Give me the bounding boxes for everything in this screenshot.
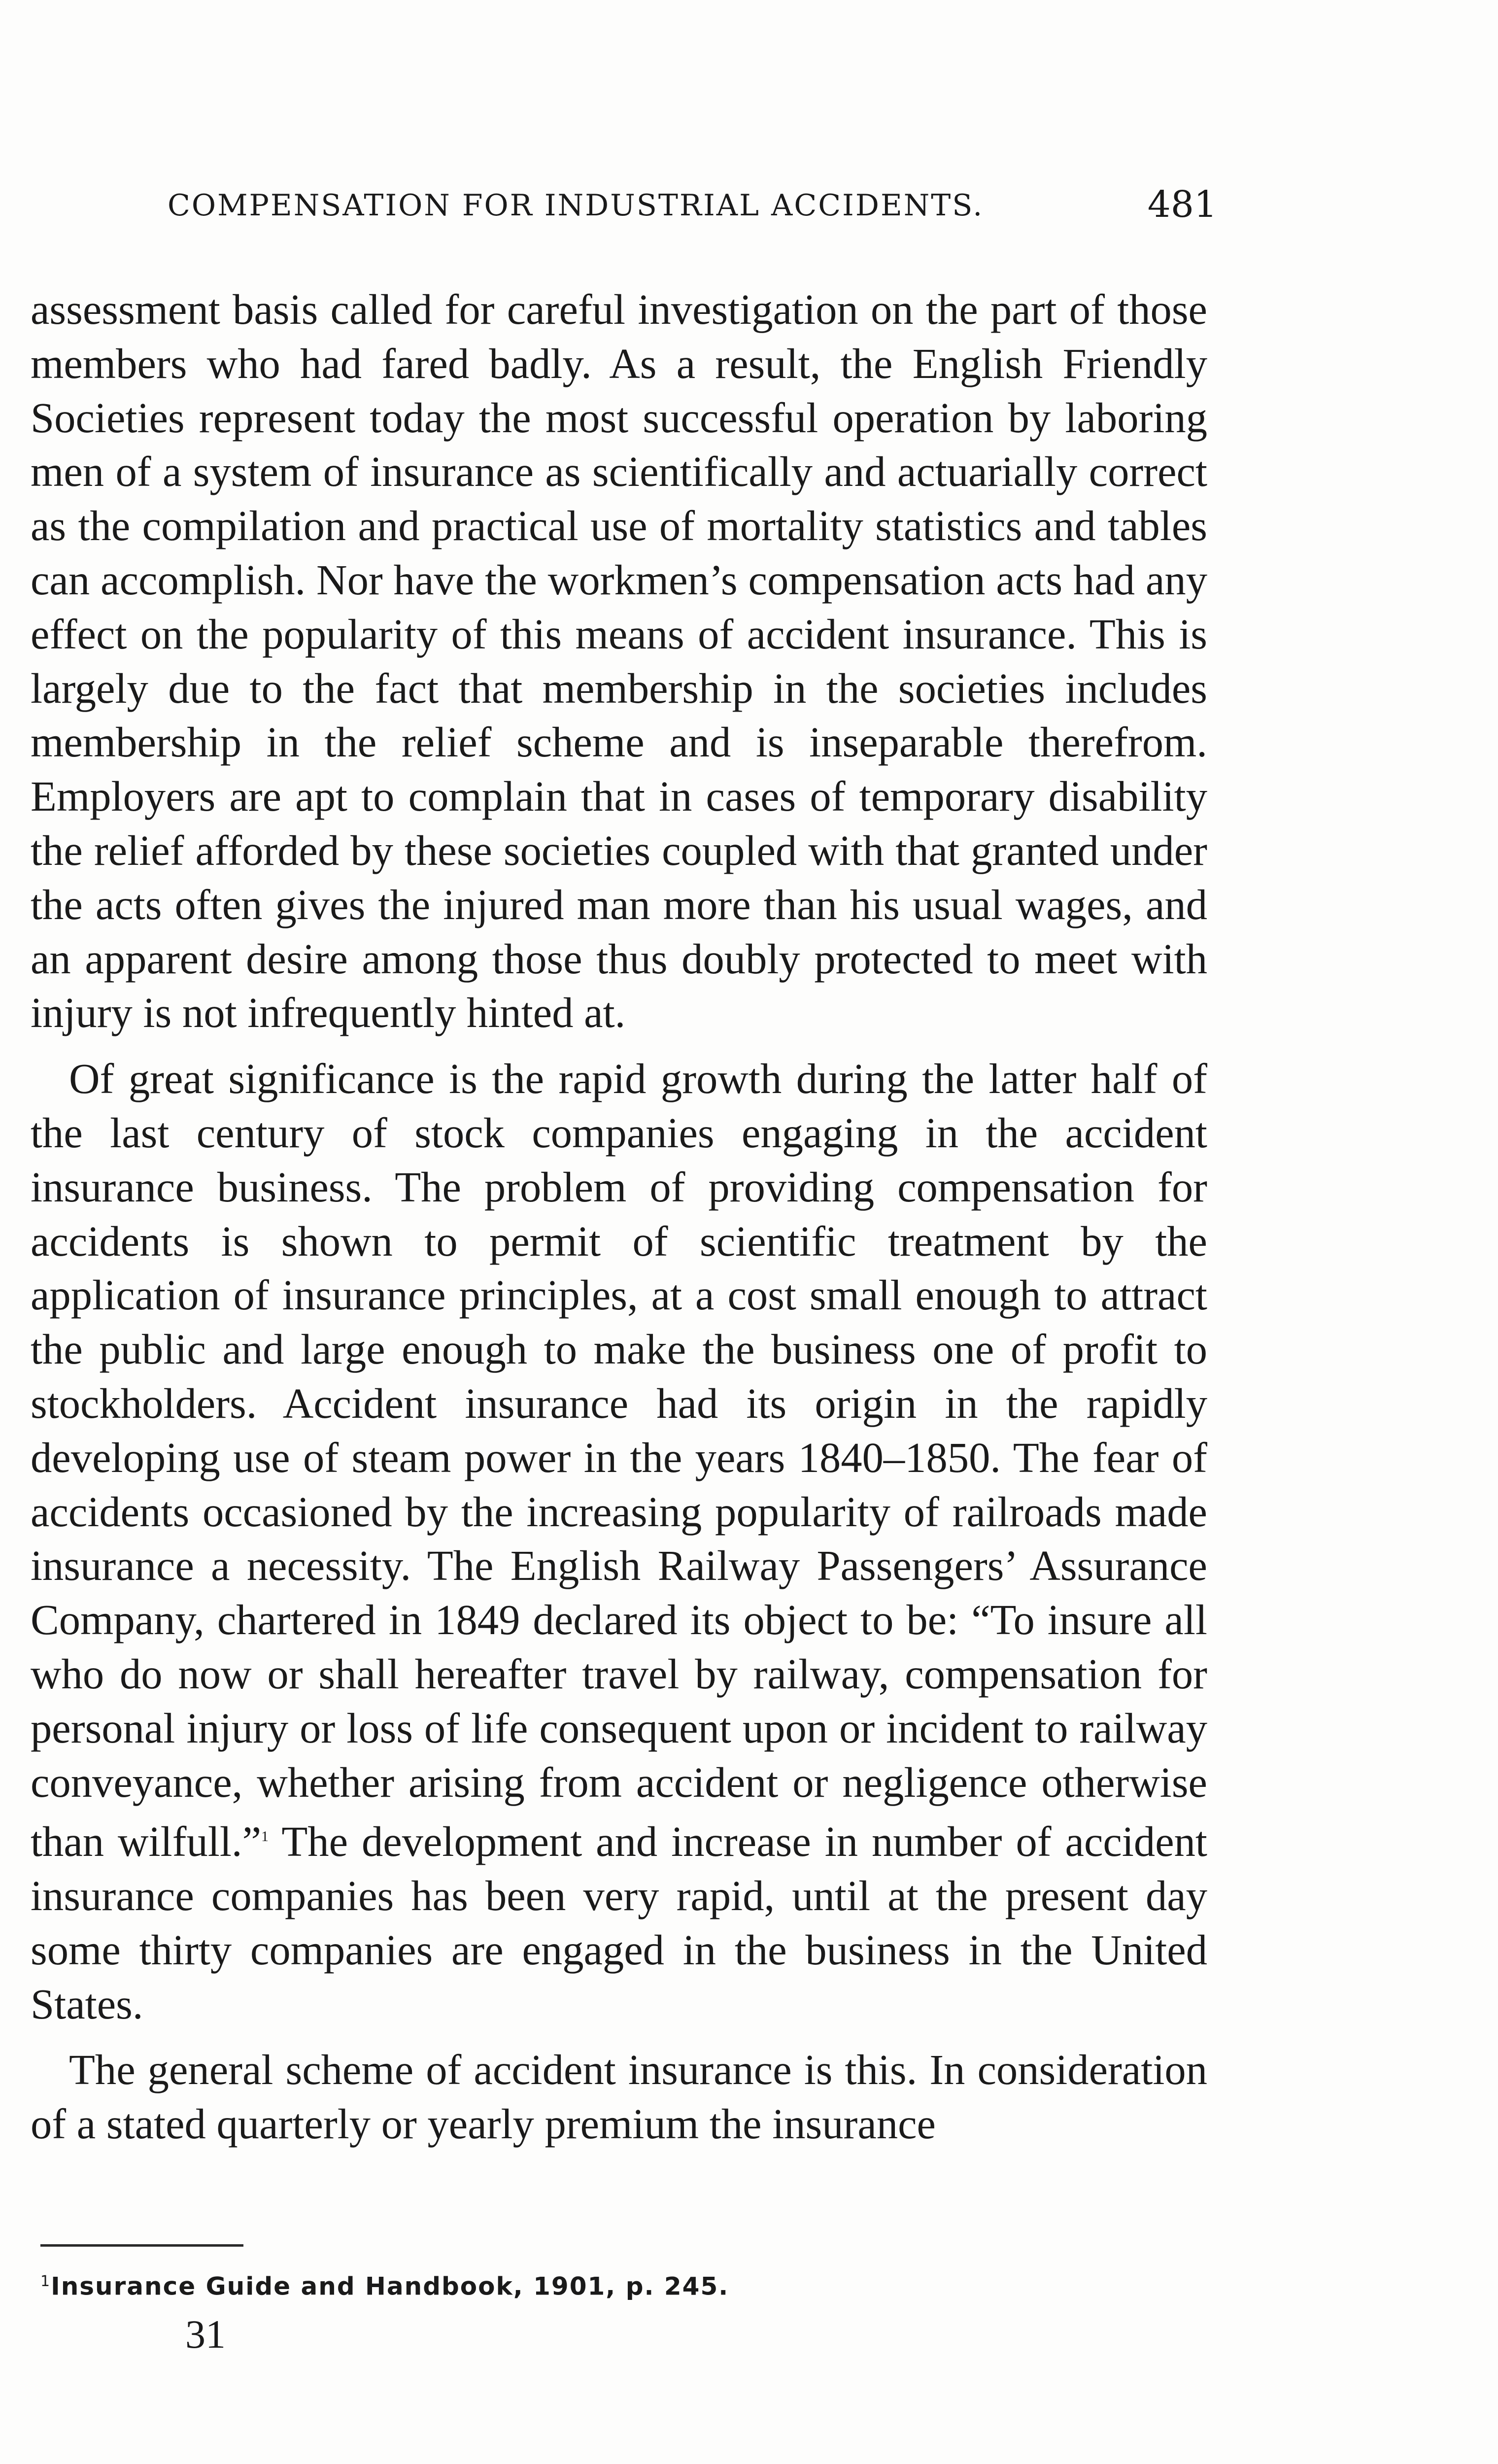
paragraph-1: assessment basis called for careful investigation on the part of those members who had fared badly. As a result, the English Friendly Societies represent today the most successful operation by laboring men of a system of insurance as scientifically and actuarially correct as the compilation and practical use of mortality statistics and tables can accomplish. Nor have the workmen’s compensation acts had any effect on the popularity of this means of accident insurance. This is largely due to the fact that membership in the societies includes membership in the relief scheme and is inseparable therefrom. Employers are apt to complain that in cases of temporary disability the relief afforded by these societies coupled with that granted under the acts often gives the injured man more than his usual wages, and an apparent desire among those thus doubly protected to meet with injury is not infrequently hinted at. xyxy=(31,286,1207,1037)
paragraph-3: The general scheme of accident insurance is this. In consideration of a stated quarterly or yearly premium the insurance xyxy=(31,2046,1207,2148)
footnote xyxy=(40,2266,729,2302)
footnote-marker: 1 xyxy=(40,2273,51,2290)
paragraph-2 xyxy=(31,1052,1207,2031)
paragraph-2-continuation: The development and increase in number of accident insurance companies has been very rapid, until at the present day some thirty companies are engaged in the business in the United States. xyxy=(31,1818,1207,2028)
signature-mark: 31 xyxy=(185,2312,226,2357)
paragraph-2-text: Of great significance is the rapid growth during the latter half of the last century of stock companies engaging in the accident insurance business. The problem of providing compensation for accidents is shown to permit of scientific treatment by the application of insurance principles, at a cost small enough to attract the public and large enough to make the business one of profit to stockholders. Accident insurance had its origin in the rapidly developing use of steam power in the years 1840–1850. The fear of accidents occasioned by the increasing popularity of railroads made insurance a necessity. The English Railway Passengers’ Assurance Company, chartered in 1849 declared its object to be: “To insure all who do now or shall hereafter travel by railway, compensation for personal injury or loss of life consequent upon or incident to railway conveyance, whether arising from accident or negligence otherwise than wilfull.” xyxy=(31,1055,1207,1866)
body-text xyxy=(31,283,1207,2152)
running-head xyxy=(168,183,1217,233)
running-title: COMPENSATION FOR INDUSTRIAL ACCIDENTS. xyxy=(168,188,984,223)
footnote-reference: 1 xyxy=(261,1828,269,1845)
footnote-rule xyxy=(40,2244,243,2247)
page-number: 481 xyxy=(1147,183,1217,226)
footnote-text: Insurance Guide and Handbook, 1901, p. 245. xyxy=(51,2272,729,2301)
